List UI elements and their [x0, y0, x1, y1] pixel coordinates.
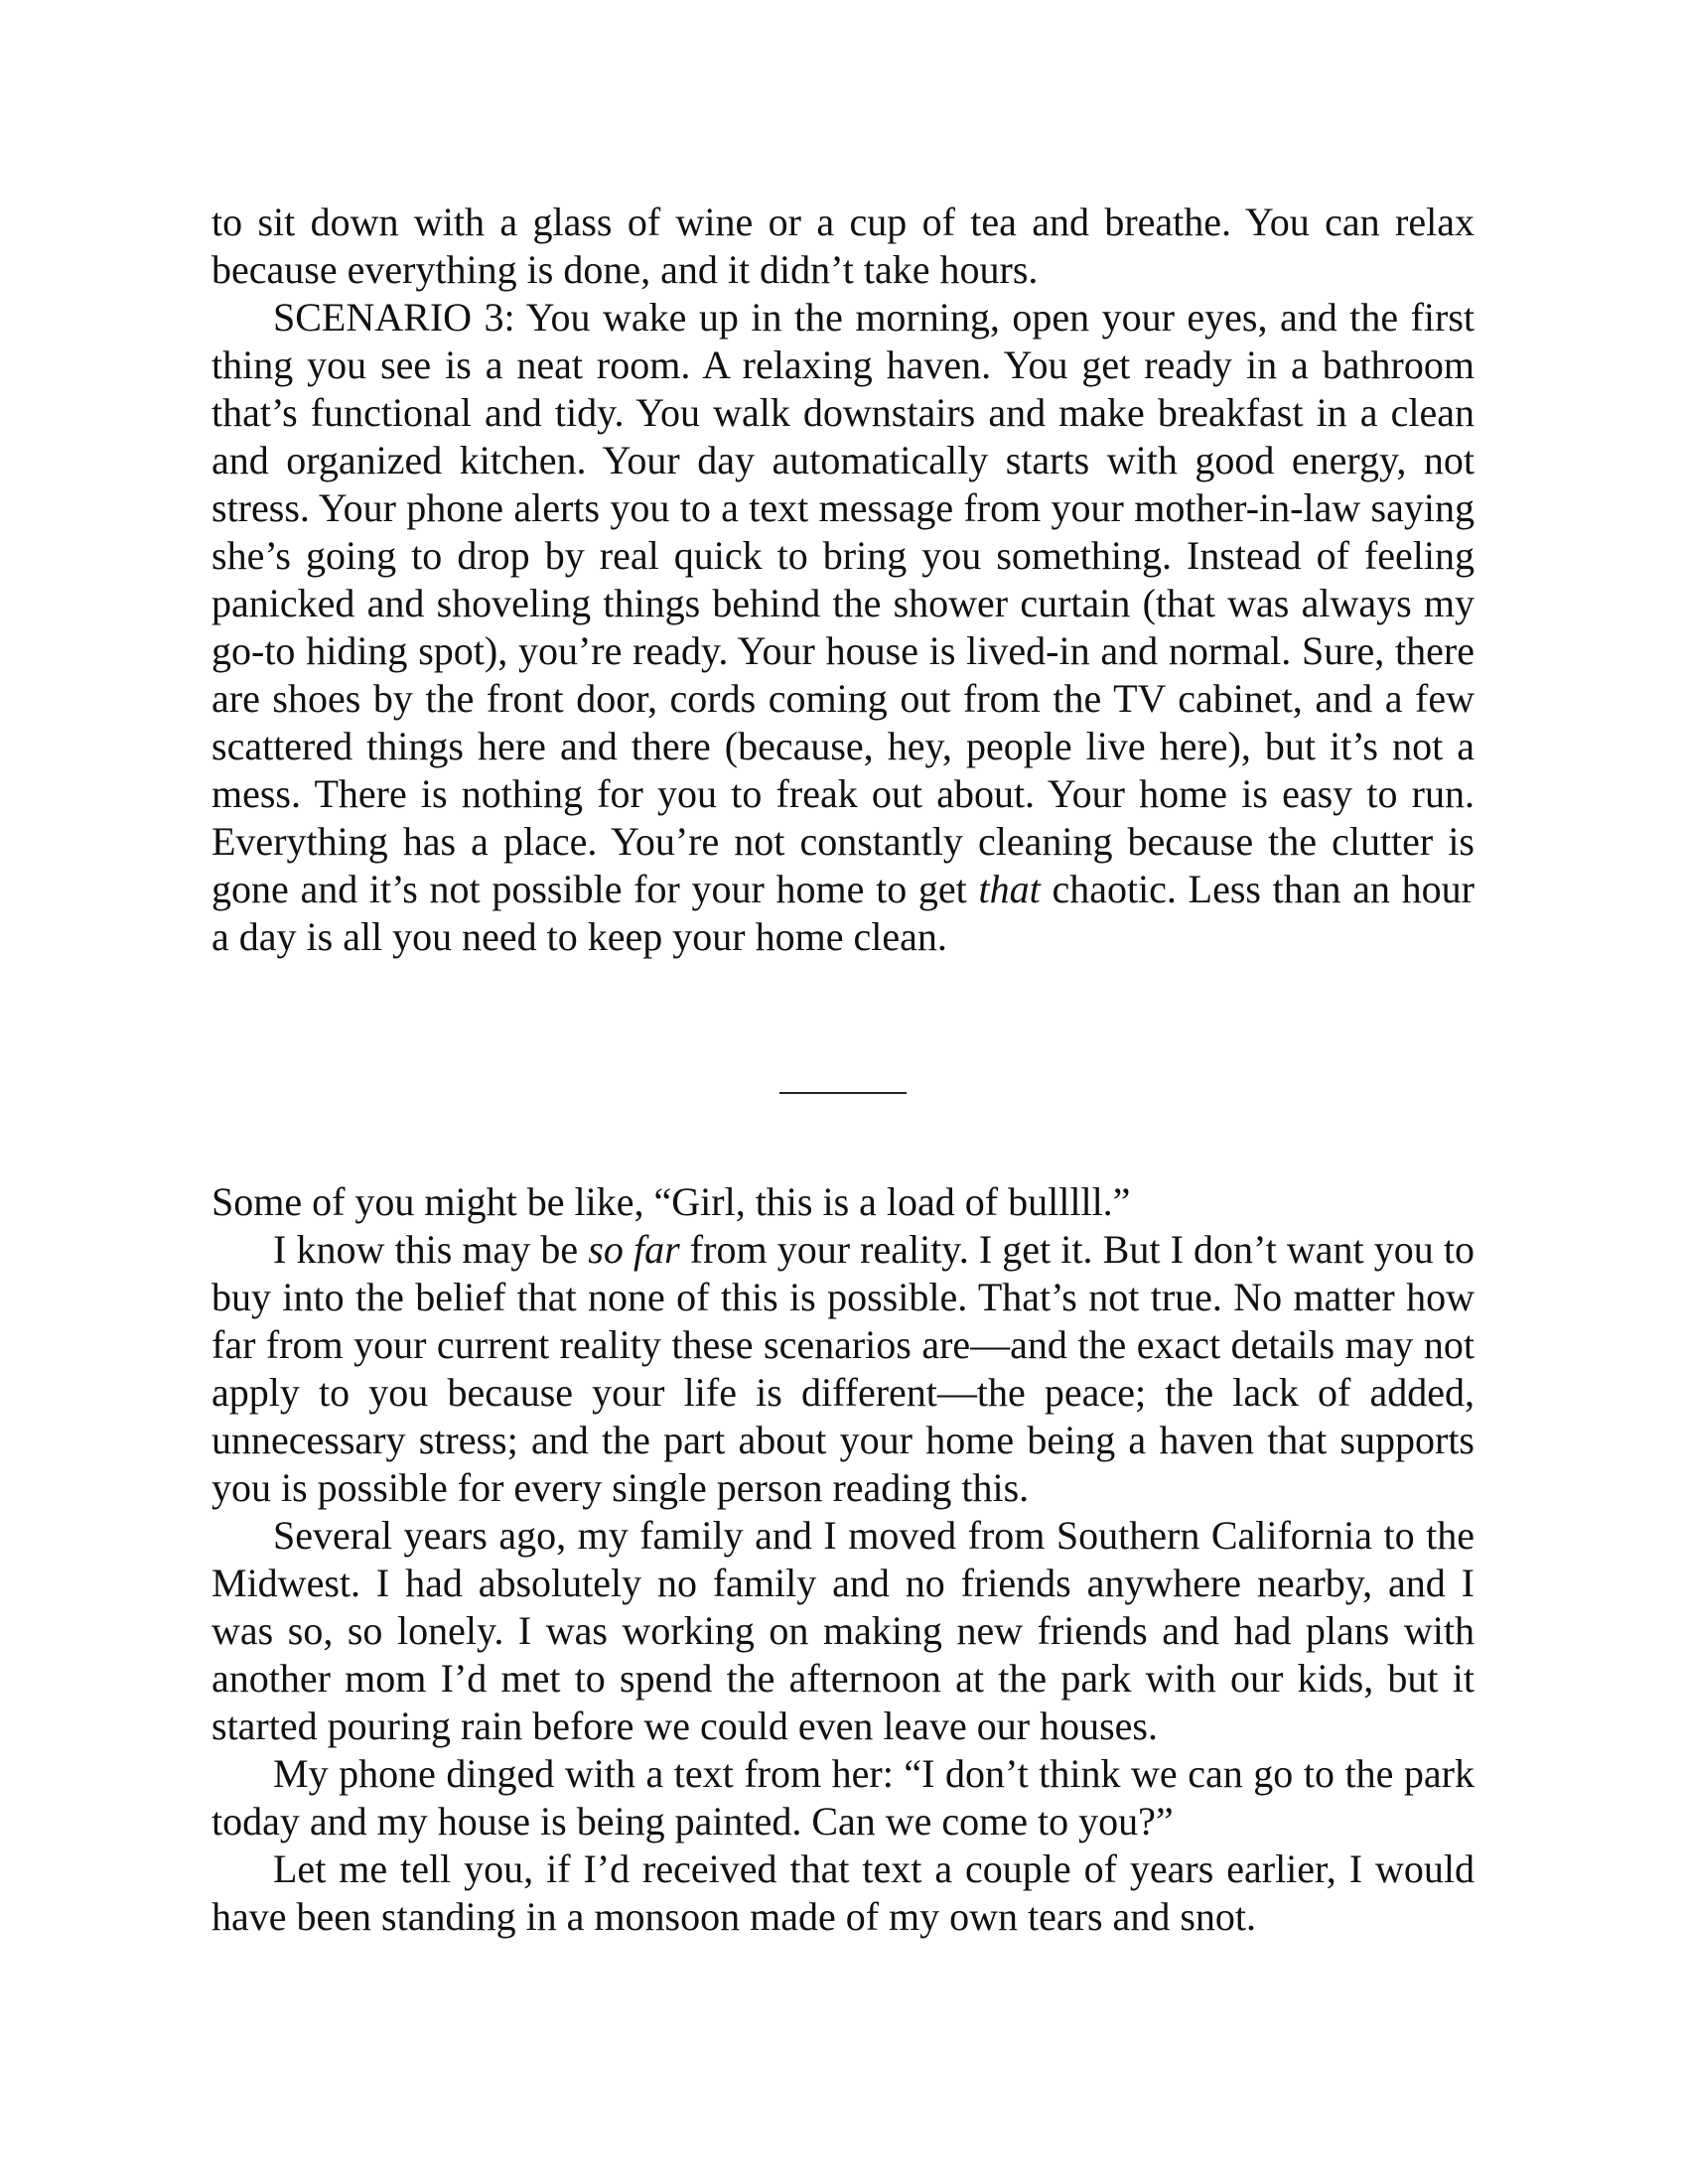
paragraph: Let me tell you, if I’d received that text a couple of years earlier, I would have been standing in a monsoon made of my own tears and snot. [211, 1846, 1475, 1939]
emphasis-text: so far [588, 1227, 680, 1272]
section-divider [779, 1092, 907, 1094]
paragraph-scenario-3 [211, 294, 1475, 961]
section-one [211, 199, 1475, 961]
paragraph: to sit down with a glass of wine or a cup of tea and breathe. You can relax because everything is done, and it didn’t take hours. [211, 200, 1475, 292]
paragraph-text: chaotic. Less than an hour a day is all you need to keep your home clean. [211, 867, 1476, 959]
paragraph: My phone dinged with a text from her: “I don’t think we can go to the park today and my house is being painted. Can we come to you?” [211, 1751, 1475, 1843]
emphasis-text: that [978, 867, 1041, 911]
paragraph [211, 1226, 1475, 1512]
section-two [211, 1178, 1475, 1941]
paragraph-text: I know this may be [273, 1227, 589, 1272]
paragraph: Several years ago, my family and I moved from Southern California to the Midwest. I had absolutely no family and no friends anywhere nearby, and I was so, so lonely. I was working on making new friends and had plans with another mom I’d met to spend the afternoon at the park with our kids, but it started pouring rain before we could even leave our houses. [211, 1513, 1475, 1748]
paragraph-text: from your reality. I get it. But I don’t want you to buy into the belief that none of this is possible. That’s not true. No matter how far from your current reality these scenarios are—and the exact details may not apply to you because your life is different—the peace; the lack of added, unnecessary stress; and the part about your home being a haven that supports you is possible for every single person reading this. [211, 1227, 1476, 1510]
paragraph: Some of you might be like, “Girl, this is a load of bulllll.” [211, 1179, 1131, 1224]
paragraph-text: SCENARIO 3: You wake up in the morning, open your eyes, and the first thing you see is a neat room. A relaxing haven. You get ready in a bathroom that’s functional and tidy. You walk downstairs and make breakfast in a clean and organized kitchen. Your day automatically starts with good energy, not stress. Your phone alerts you to a text message from your mother-in-law saying she’s going to drop by real quick to bring you something. Instead of feeling panicked and shoveling things behind the shower curtain (that was always my go-to hiding spot), you’re ready. Your house is lived-in and normal. Sure, there are shoes by the front door, cords coming out from the TV cabinet, and a few scattered things here and there (because, hey, people live here), but it’s not a mess. There is nothing for you to freak out about. Your home is easy to run. Everything has a place. You’re not constantly cleaning because the clutter is gone and it’s not possible for your home to get [211, 295, 1475, 911]
